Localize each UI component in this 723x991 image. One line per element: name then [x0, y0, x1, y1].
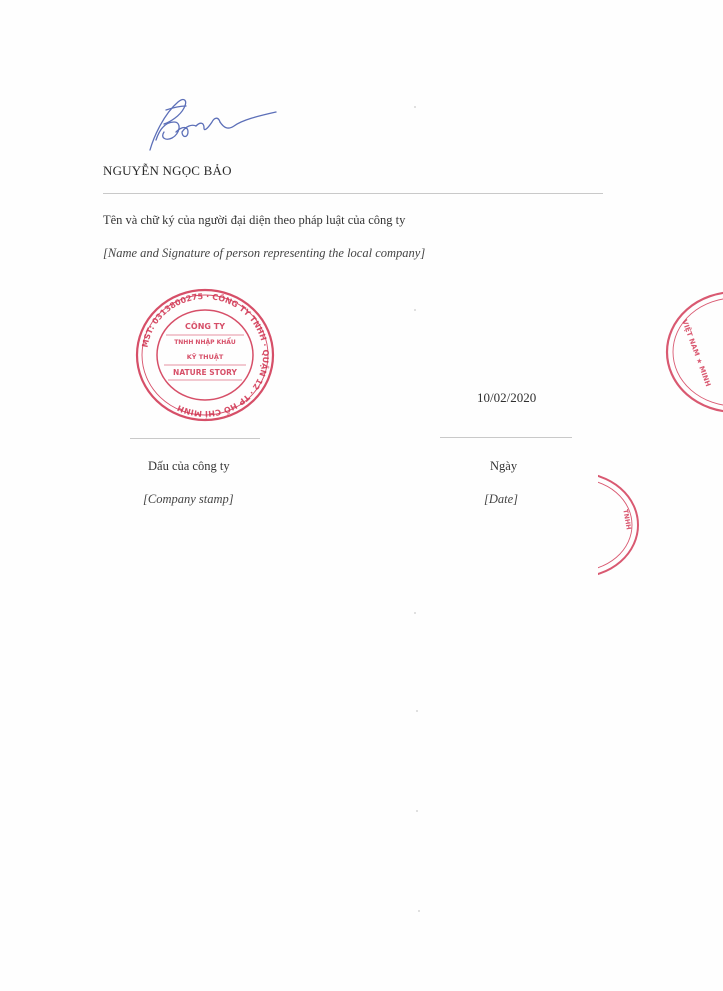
- svg-text:TNHH NHẬP KHẨU: TNHH NHẬP KHẨU: [174, 339, 236, 346]
- date-label-english: [Date]: [484, 492, 519, 506]
- signature-line: [103, 193, 603, 194]
- svg-text:VIỆT NAM ★ MINH: VIỆT NAM ★ MINH: [680, 318, 712, 388]
- handwritten-signature: [130, 92, 280, 158]
- date-value: 10/02/2020: [477, 390, 537, 405]
- svg-text:TNHH: TNHH: [621, 508, 633, 531]
- svg-text:CÔNG TY: CÔNG TY: [185, 322, 225, 331]
- date-label-vietnamese: Ngày: [490, 459, 518, 473]
- stamp-label-english: [Company stamp]: [143, 492, 234, 506]
- svg-text:NATURE STORY: NATURE STORY: [173, 368, 237, 377]
- company-stamp-seal: [130, 285, 280, 425]
- stamp-line: [130, 438, 260, 439]
- scan-speck: [416, 710, 418, 712]
- partial-stamp-right-lower: [598, 470, 643, 580]
- scan-speck: [418, 910, 420, 912]
- scan-speck: [414, 309, 416, 311]
- svg-text:KỸ THUẬT: KỸ THUẬT: [186, 353, 224, 361]
- signature-caption-english: [Name and Signature of person representing the local company]: [103, 246, 426, 260]
- scan-speck: [416, 810, 418, 812]
- date-line: [440, 437, 572, 438]
- scan-speck: [414, 612, 416, 614]
- signature-caption-vietnamese: Tên và chữ ký của người đại diện theo pháp luật của công ty: [103, 213, 406, 227]
- scan-speck: [414, 106, 416, 108]
- stamp-label-vietnamese: Dấu của công ty: [148, 459, 230, 473]
- partial-stamp-right-upper: [655, 290, 723, 415]
- signer-name: NGUYỄN NGỌC BẢO: [103, 163, 232, 178]
- svg-text:MST: 0313800275 · CÔNG TY TNHH: MST: 0313800275 · CÔNG TY TNHH · QUẬN 12 · TP HỒ CHÍ MINH: [140, 291, 271, 419]
